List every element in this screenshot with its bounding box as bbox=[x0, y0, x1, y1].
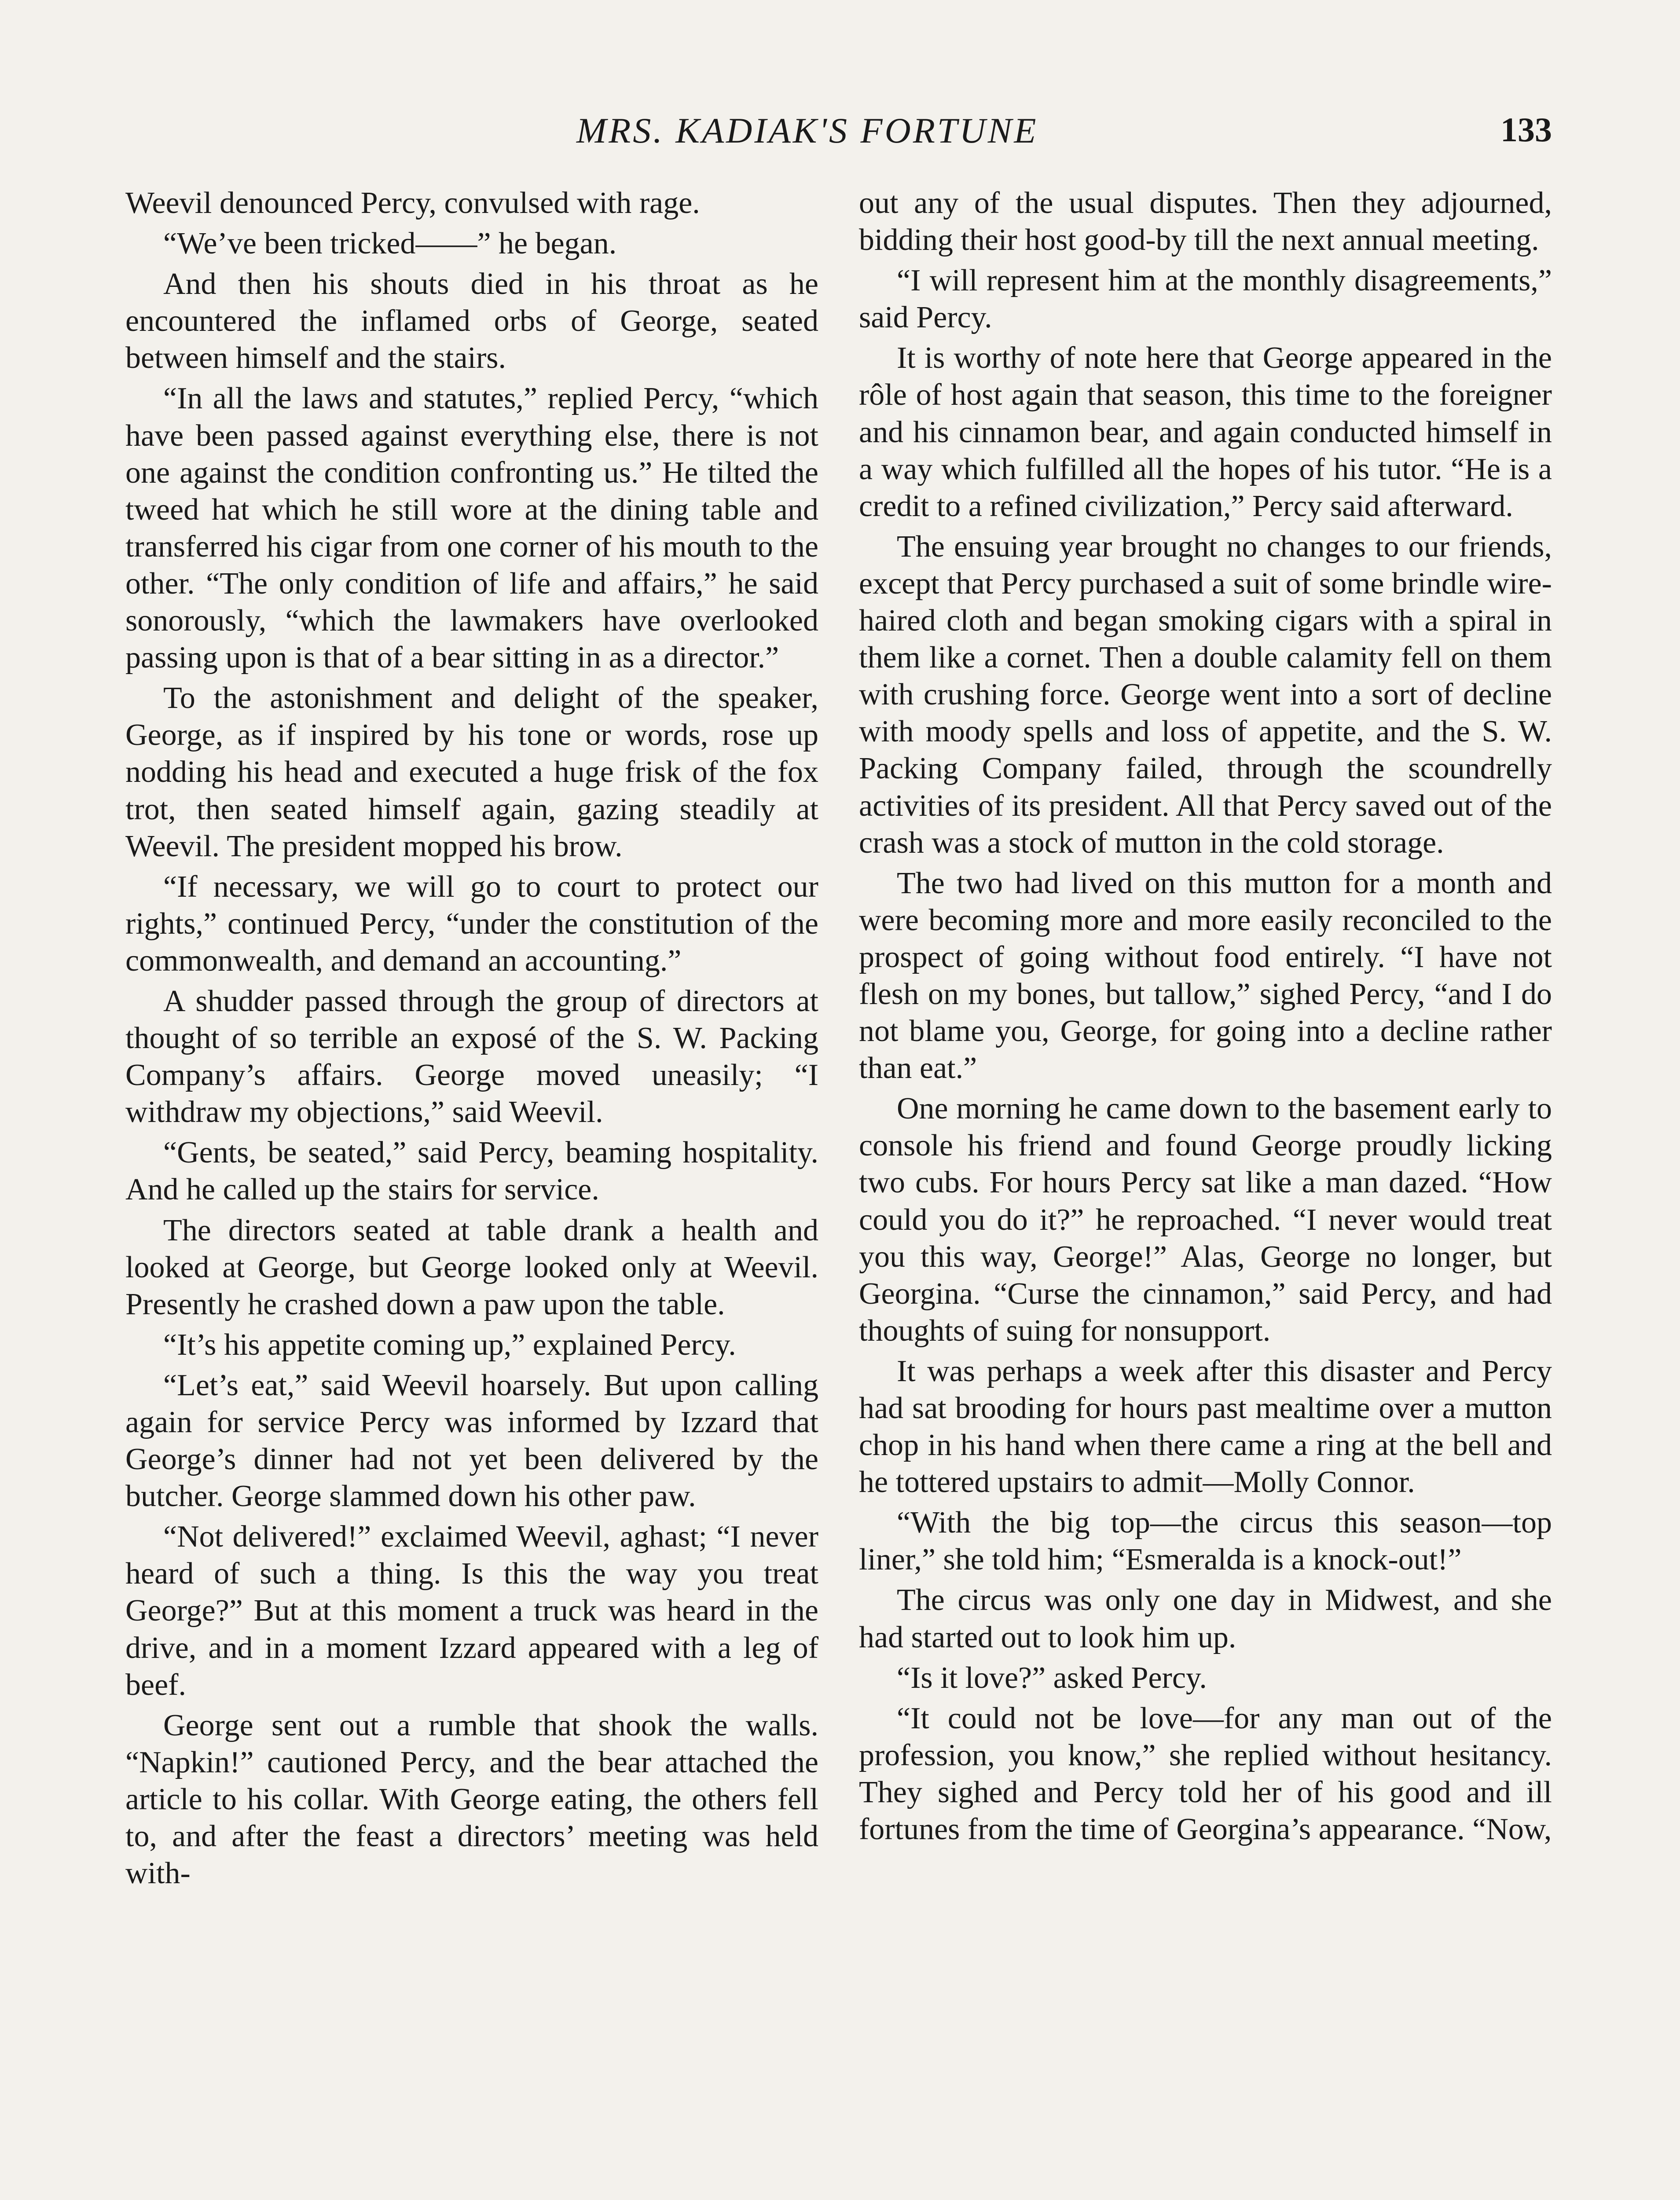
paragraph: “Not delivered!” exclaimed Weevil, aghast; “I never heard of such a thing. Is this the way you treat George?” But at this moment a truck was heard in the drive, and in a moment Izzard appeared with a leg of beef. bbox=[125, 1520, 818, 1702]
page-number: 133 bbox=[1500, 110, 1552, 149]
paragraph: The directors seated at table drank a health and looked at George, but George looked only at Weevil. Presently he crashed down a paw upon the table. bbox=[125, 1213, 818, 1321]
paragraph: The ensuing year brought no changes to our friends, except that Percy purchased a suit of some brindle wire-haired cloth and began smoking cigars with a spiral in them like a cornet. Then a double calamity fell on them with crushing force. George went into a sort of decline with moody spells and loss of appetite, and the S. W. Packing Company failed, through the scoundrelly activities of its president. All that Percy saved out of the crash was a stock of mutton in the cold storage. bbox=[859, 529, 1552, 860]
paragraph: “I will represent him at the monthly disagreements,” said Percy. bbox=[859, 264, 1552, 335]
paragraph: “Is it love?” asked Percy. bbox=[897, 1661, 1207, 1695]
paragraph: It was perhaps a week after this disaster and Percy had sat brooding for hours past mealtime over a mutton chop in his hand when there came a ring at the bell and he tottered upstairs to admit—Molly Connor. bbox=[859, 1354, 1552, 1500]
paragraph: “We’ve been tricked——” he began. bbox=[163, 227, 617, 261]
paragraph: “With the big top—the circus this season—top liner,” she told him; “Esmeralda is a knock-out!” bbox=[859, 1506, 1552, 1577]
paragraph-continuation: out any of the usual disputes. Then they adjourned, bidding their host good-by till the next annual meeting. bbox=[859, 186, 1552, 257]
page-header bbox=[0, 110, 1680, 163]
paragraph: It is worthy of note here that George appeared in the rôle of host again that season, this time to the foreigner and his cinnamon bear, and again conducted himself in a way which fulfilled all the hopes of his tutor. “He is a credit to a refined civilization,” Percy said afterward. bbox=[859, 341, 1552, 523]
paragraph: “If necessary, we will go to court to protect our rights,” continued Percy, “under the constitution of the commonwealth, and demand an accounting.” bbox=[125, 869, 818, 978]
paragraph: Weevil denounced Percy, convulsed with rage. bbox=[125, 186, 700, 220]
paragraph: One morning he came down to the basement early to console his friend and found George proudly licking two cubs. For hours Percy sat like a man dazed. “How could you do it?” he reproached. “I never would treat you this way, George!” Alas, George no longer, but Georgina. “Curse the cinnamon,” said Percy, and had thoughts of suing for nonsupport. bbox=[859, 1092, 1552, 1348]
paragraph: And then his shouts died in his throat as he encountered the inflamed orbs of George, seated between himself and the stairs. bbox=[125, 267, 818, 375]
paragraph: George sent out a rumble that shook the walls. “Napkin!” cautioned Percy, and the bear attached the article to his collar. With George eating, the others fell to, and after the feast a directors’ meeting was held with- bbox=[125, 1708, 818, 1891]
running-title: MRS. KADIAK'S FORTUNE bbox=[576, 110, 1038, 150]
paragraph: The circus was only one day in Midwest, and she had started out to look him up. bbox=[859, 1583, 1552, 1654]
paragraph: A shudder passed through the group of directors at thought of so terrible an exposé of the S. W. Packing Company’s affairs. George moved uneasily; “I withdraw my objections,” said Weevil. bbox=[125, 984, 818, 1129]
paragraph: “It’s his appetite coming up,” explained Percy. bbox=[163, 1327, 736, 1362]
paragraph: To the astonishment and delight of the speaker, George, as if inspired by his tone or words, rose up nodding his head and executed a huge frisk of the fox trot, then seated himself again, gazing steadily at Weevil. The president mopped his brow. bbox=[125, 681, 818, 863]
paragraph: “It could not be love—for any man out of the profession, you know,” she replied without hesitancy. They sighed and Percy told her of his good and ill fortunes from the time of Georgina’s appearance. “Now, bbox=[859, 1701, 1552, 1847]
paragraph: “Gents, be seated,” said Percy, beaming hospitality. And he called up the stairs for service. bbox=[125, 1136, 818, 1207]
right-column bbox=[859, 185, 1552, 1852]
paragraph: The two had lived on this mutton for a month and were becoming more and more easily reconciled to the prospect of going without food entirely. “I have not flesh on my bones, but tallow,” sighed Percy, “and I do not blame you, George, for going into a decline rather than eat.” bbox=[859, 866, 1552, 1085]
paragraph: “Let’s eat,” said Weevil hoarsely. But upon calling again for service Percy was informed by Izzard that George’s dinner had not yet been delivered by the butcher. George slammed down his other paw. bbox=[125, 1368, 818, 1514]
left-column bbox=[125, 185, 818, 1896]
paragraph: “In all the laws and statutes,” replied Percy, “which have been passed against everything else, there is not one against the condition confronting us.” He tilted the tweed hat which he still wore at the dining table and transferred his cigar from one corner of his mouth to the other. “The only condition of life and affairs,” he said sonorously, “which the lawmakers have overlooked passing upon is that of a bear sitting in as a director.” bbox=[125, 381, 818, 675]
